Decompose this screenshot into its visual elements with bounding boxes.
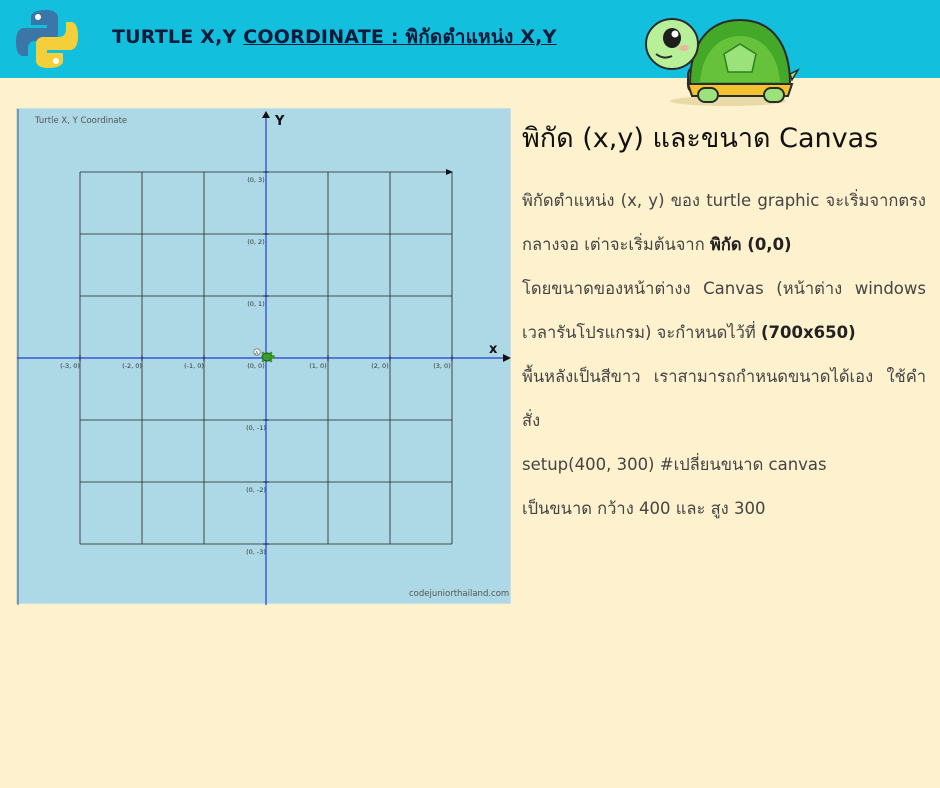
y-tick-label: (0, -2) xyxy=(246,486,266,494)
y-tick-label: (0, 1) xyxy=(247,300,265,308)
y-tick-label: (0, -3) xyxy=(246,548,266,556)
section-heading: พิกัด (x,y) และขนาด Canvas xyxy=(522,123,879,154)
paragraph-start-position xyxy=(522,179,926,267)
x-tick-label: (3, 0) xyxy=(433,362,451,370)
paragraph-canvas-size xyxy=(522,267,926,355)
tick-labels xyxy=(60,176,451,556)
coordinate-diagram xyxy=(16,108,511,604)
turtle-mascot-icon xyxy=(640,4,810,108)
diagram-caption: Turtle X, Y Coordinate xyxy=(35,116,128,126)
x-axis-label: x xyxy=(489,342,498,357)
p2-text: โดยขนาดของหน้าต่างง Canvas (หน้าต่าง windows เวลารันโปรแกรม) จะกำหนดไว้ที่ xyxy=(522,279,926,342)
diagram-watermark: codejuniorthailand.com xyxy=(409,589,510,599)
explanation-panel xyxy=(522,110,926,531)
y-axis-label: Y xyxy=(275,114,285,129)
y-axis-arrow-icon xyxy=(262,111,270,118)
page-title xyxy=(112,22,557,52)
turtle-icon xyxy=(262,352,275,363)
python-logo-icon xyxy=(14,6,80,72)
x-tick-label: (-1, 0) xyxy=(184,362,204,370)
y-tick-label: (0, 2) xyxy=(247,238,265,246)
paragraph-setup-code: setup(400, 300) #เปลี่ยนขนาด canvas xyxy=(522,455,827,474)
x-axis-arrow-icon xyxy=(503,354,511,362)
title-part-2: COORDINATE : พิกัดตำแหน่ง X,Y xyxy=(243,26,557,48)
coordinate-plane xyxy=(17,109,512,605)
x-tick-label: (-3, 0) xyxy=(60,362,80,370)
x-tick-label: (-2, 0) xyxy=(122,362,142,370)
origin-marker-label: A xyxy=(255,351,259,357)
x-tick-label: (0, 0) xyxy=(247,362,265,370)
paragraph-background: พื้นหลังเป็นสีขาว เราสามารถกำหนดขนาดได้เอง ใช้คำสั่ง xyxy=(522,367,926,430)
x-tick-label: (1, 0) xyxy=(309,362,327,370)
x-tick-label: (2, 0) xyxy=(371,362,389,370)
y-tick-label: (0, 3) xyxy=(247,176,265,184)
paragraph-size-result: เป็นขนาด กว้าง 400 และ สูง 300 xyxy=(522,499,766,518)
p2-bold: (700x650) xyxy=(761,323,856,342)
y-tick-label: (0, -1) xyxy=(246,424,266,432)
p1-text: พิกัดตำแหน่ง (x, y) ของ turtle graphic จะเริ่มจากตรงกลางจอ เต่าจะเริ่มต้นจาก xyxy=(522,191,926,254)
p1-bold: พิกัด (0,0) xyxy=(709,235,792,254)
title-part-1: TURTLE X,Y xyxy=(112,26,237,48)
